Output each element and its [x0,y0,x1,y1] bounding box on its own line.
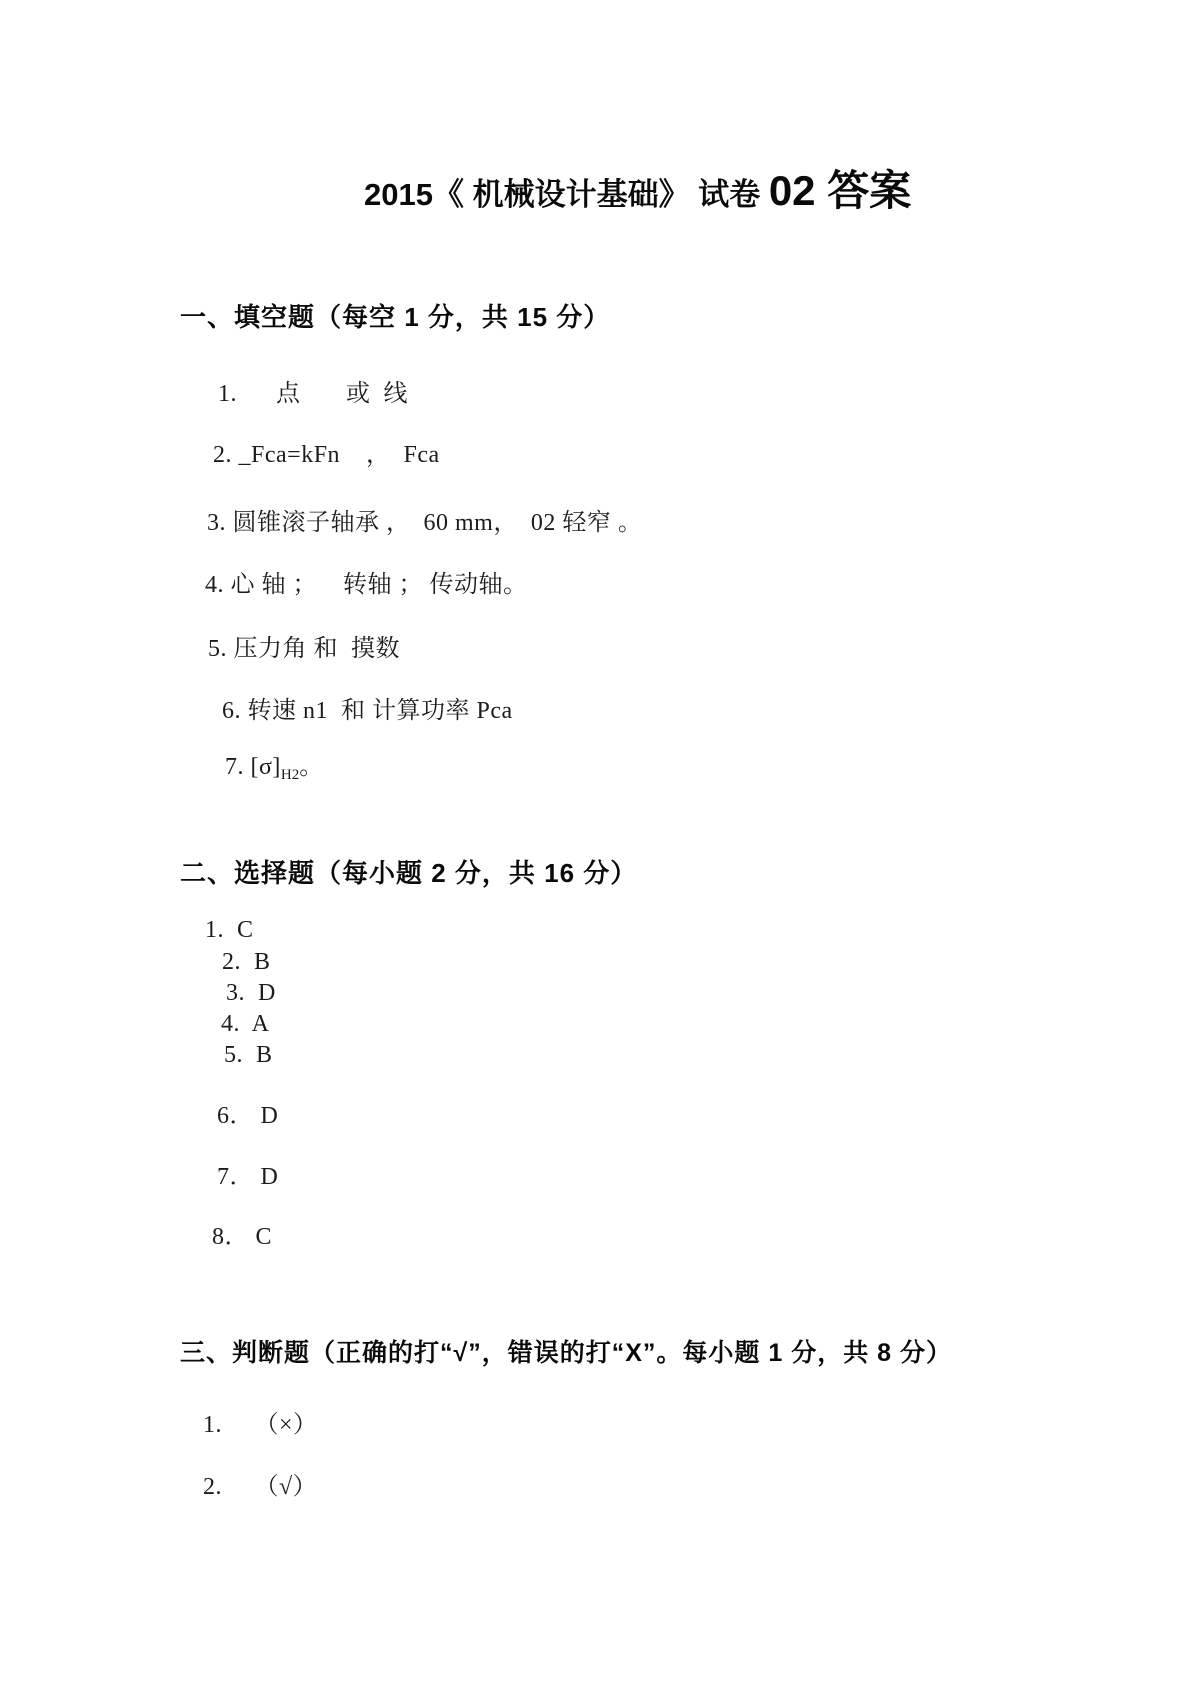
fill-item-2: 2. _Fca=kFn ， Fca [213,442,440,468]
fill-item-7-subscript: H2 [280,767,300,783]
choice-answer-5: 5. B [224,1042,273,1068]
fill-item-7 [225,752,324,785]
choice-answer-2: 2. B [222,949,271,975]
choice-answer-8: 8． C [212,1224,273,1250]
fill-item-7-period: 。 [299,754,324,780]
section-fill-heading: 一、填空题（每空 1 分，共 15 分） [180,302,611,332]
choice-answer-4: 4. A [221,1011,270,1037]
exam-title-number: 02 答案 [768,167,912,214]
exam-title [364,158,911,218]
choice-answer-1: 1. C [205,917,254,943]
fill-item-4: 4. 心 轴 ； 转轴 ； 传动轴。 [205,572,528,598]
fill-item-1: 1. 点 或 线 [218,381,408,407]
choice-answer-7: 7． D [217,1164,279,1190]
fill-item-5: 5. 压力角 和 摸数 [208,636,400,662]
exam-title-main: 2015《 机械设计基础》 试卷 [364,177,769,212]
choice-answer-6: 6． D [217,1103,279,1129]
fill-item-3: 3. 圆锥滚子轴承 ， 60 mm， 02 轻窄 。 [207,510,643,536]
judge-item-1: 1. （×） [203,1412,318,1438]
section-choice-heading: 二、选择题（每小题 2 分，共 16 分） [180,858,638,888]
fill-item-7-text: 7. [σ] [225,754,281,780]
choice-answer-3: 3. D [226,980,276,1006]
section-judge-heading: 三、判断题（正确的打“√”，错误的打“X”。每小题 1 分，共 8 分） [180,1339,952,1367]
judge-item-2: 2. （√） [203,1474,318,1500]
fill-item-6: 6. 转速 n1 和 计算功率 Pca [222,698,513,724]
